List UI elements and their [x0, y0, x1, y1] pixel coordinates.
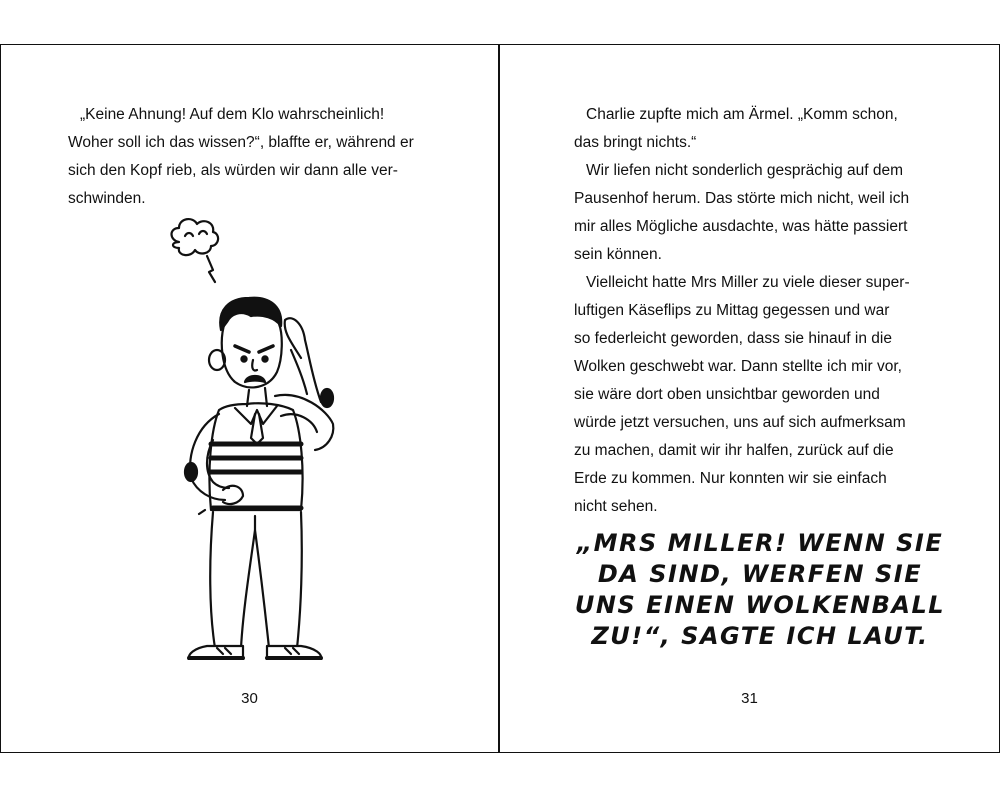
- shoes: [189, 646, 322, 660]
- text-line: nicht sehen.: [574, 498, 658, 515]
- book-spread: [0, 44, 1000, 753]
- text-line: Erde zu kommen. Nur konnten wir sie einfach: [574, 470, 887, 487]
- text-line: „Keine Ahnung! Auf dem Klo wahrscheinlich!: [80, 106, 385, 123]
- text-line: Pausenhof herum. Das störte mich nicht, weil ich: [574, 190, 910, 207]
- right-page-text: [574, 101, 934, 521]
- steam-puff-icon: [172, 219, 219, 282]
- text-line: Vielleicht hatte Mrs Miller zu viele dieser super-: [586, 274, 910, 291]
- text-line: sein können.: [574, 246, 662, 263]
- raised-arm: [275, 318, 333, 450]
- text-line: mir alles Mögliche ausdachte, was hätte passiert: [574, 218, 908, 235]
- text-line: sich den Kopf rieb, als würden wir dann alle ver-: [68, 162, 398, 179]
- angry-boy-illustration: [151, 210, 351, 660]
- shout-line: DA SIND, WERFEN SIE: [597, 560, 923, 588]
- text-line: Woher soll ich das wissen?“, blaffte er, während er: [68, 134, 414, 151]
- left-page: [1, 45, 500, 752]
- paragraph: [574, 269, 934, 521]
- text-line: luftigen Käseflips zu Mittag gegessen und war: [574, 302, 890, 319]
- page-number: 30: [241, 690, 258, 707]
- text-line: sie wäre dort oben unsichtbar geworden und: [574, 386, 880, 403]
- text-line: Charlie zupfte mich am Ärmel. „Komm schon,: [586, 106, 898, 123]
- right-page: [500, 45, 999, 752]
- shout-line: UNS EINEN WOLKENBALL: [574, 591, 946, 619]
- text-line: würde jetzt versuchen, uns auf sich aufmerksam: [574, 414, 906, 431]
- text-line: schwinden.: [68, 190, 146, 207]
- sweater-vest: [209, 403, 302, 510]
- paragraph: [574, 157, 934, 269]
- boy-head: [209, 322, 282, 387]
- left-page-text: [68, 101, 428, 213]
- text-line: das bringt nichts.“: [574, 134, 697, 151]
- shout-line: „MRS MILLER! WENN SIE: [576, 529, 944, 557]
- text-line: Wir liefen nicht sonderlich gesprächig auf dem: [586, 162, 904, 179]
- shout-line: ZU!“, SAGTE ICH LAUT.: [591, 622, 929, 650]
- text-line: zu machen, damit wir ihr halfen, zurück auf die: [574, 442, 894, 459]
- text-line: so federleicht geworden, dass sie hinauf in die: [574, 330, 892, 347]
- page-number: 31: [741, 690, 758, 707]
- shout-text: [570, 528, 950, 652]
- paragraph: [574, 101, 934, 157]
- trousers: [210, 512, 302, 648]
- text-line: Wolken geschwebt war. Dann stellte ich mir vor,: [574, 358, 902, 375]
